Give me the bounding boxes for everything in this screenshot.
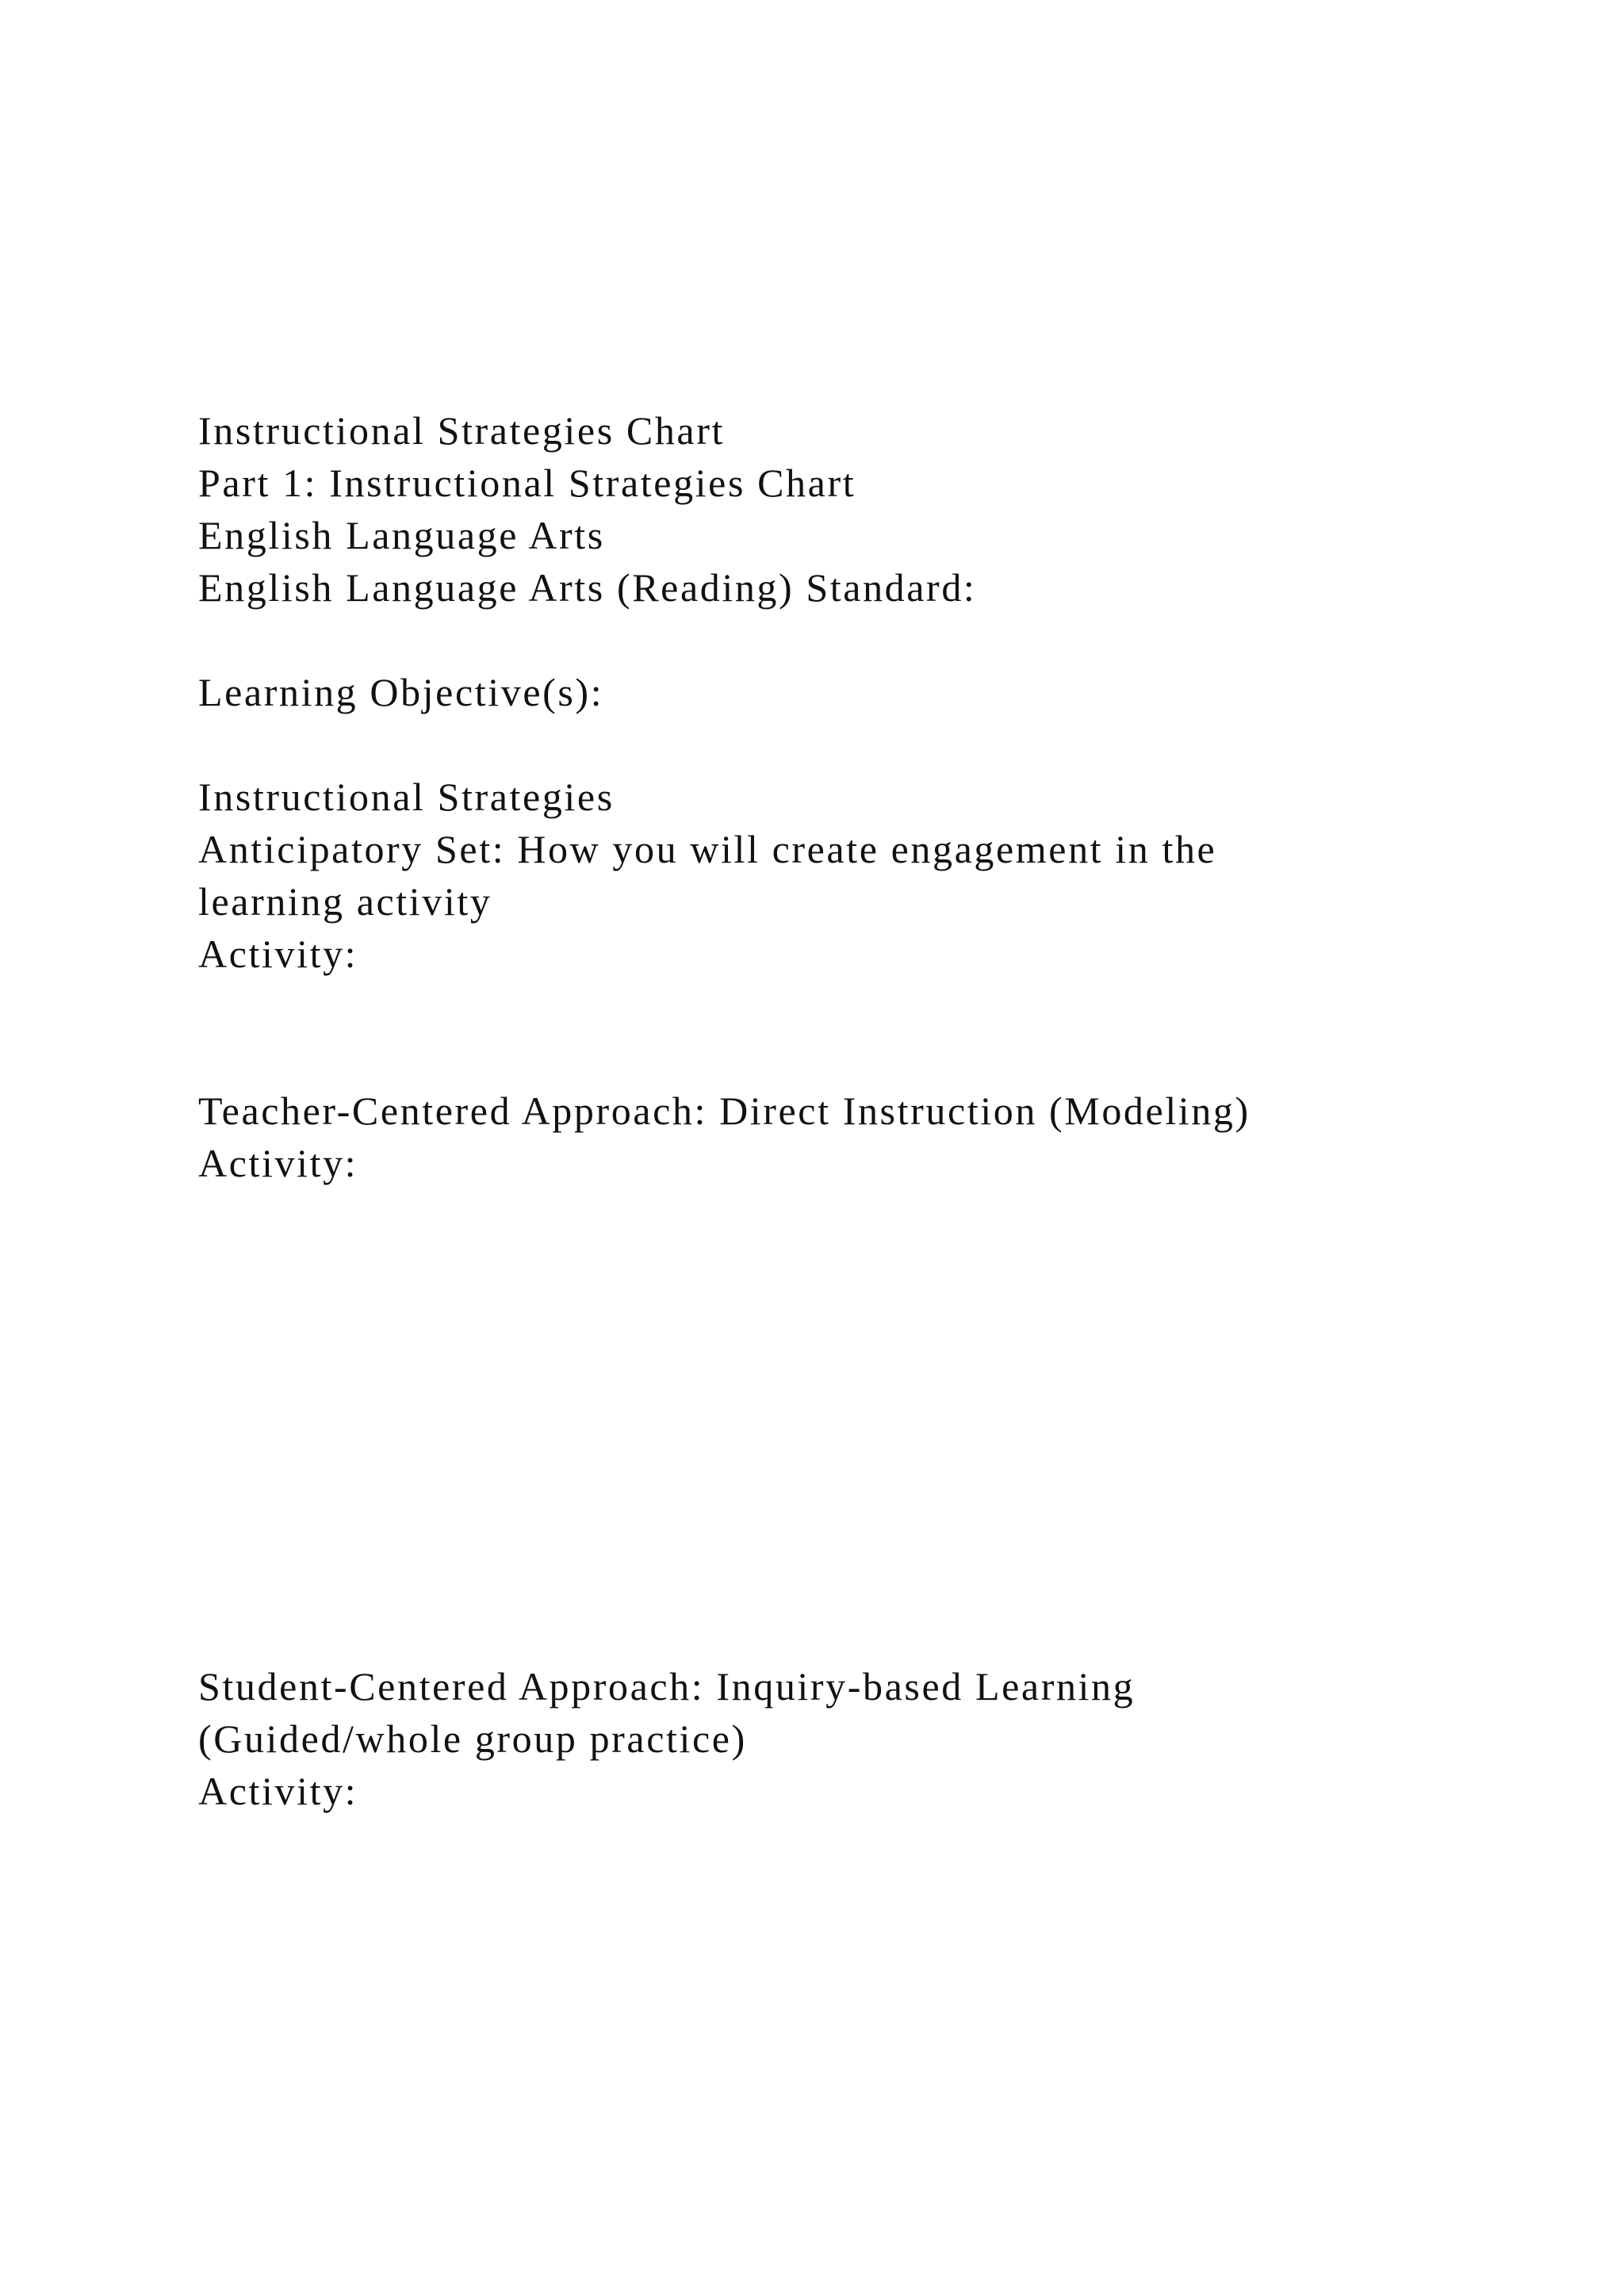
teacher-centered-activity-label: Activity: bbox=[198, 1141, 358, 1185]
part-heading: Part 1: Instructional Strategies Chart bbox=[198, 461, 856, 505]
student-centered-heading-continued: (Guided/whole group practice) bbox=[198, 1716, 747, 1761]
standard-label: English Language Arts (Reading) Standard: bbox=[198, 565, 977, 610]
student-centered-heading: Student-Centered Approach: Inquiry-based Learning bbox=[198, 1664, 1136, 1709]
student-centered-activity-label: Activity: bbox=[198, 1769, 358, 1813]
teacher-centered-heading: Teacher-Centered Approach: Direct Instruction (Modeling) bbox=[198, 1089, 1251, 1133]
subject-label: English Language Arts bbox=[198, 513, 605, 557]
anticipatory-set-activity-label: Activity: bbox=[198, 932, 358, 976]
document-title: Instructional Strategies Chart bbox=[198, 408, 725, 453]
instructional-strategies-heading: Instructional Strategies bbox=[198, 775, 615, 819]
learning-objective-label: Learning Objective(s): bbox=[198, 670, 604, 714]
anticipatory-set-heading: Anticipatory Set: How you will create engagement in the bbox=[198, 827, 1217, 871]
anticipatory-set-heading-continued: learning activity bbox=[198, 879, 492, 924]
